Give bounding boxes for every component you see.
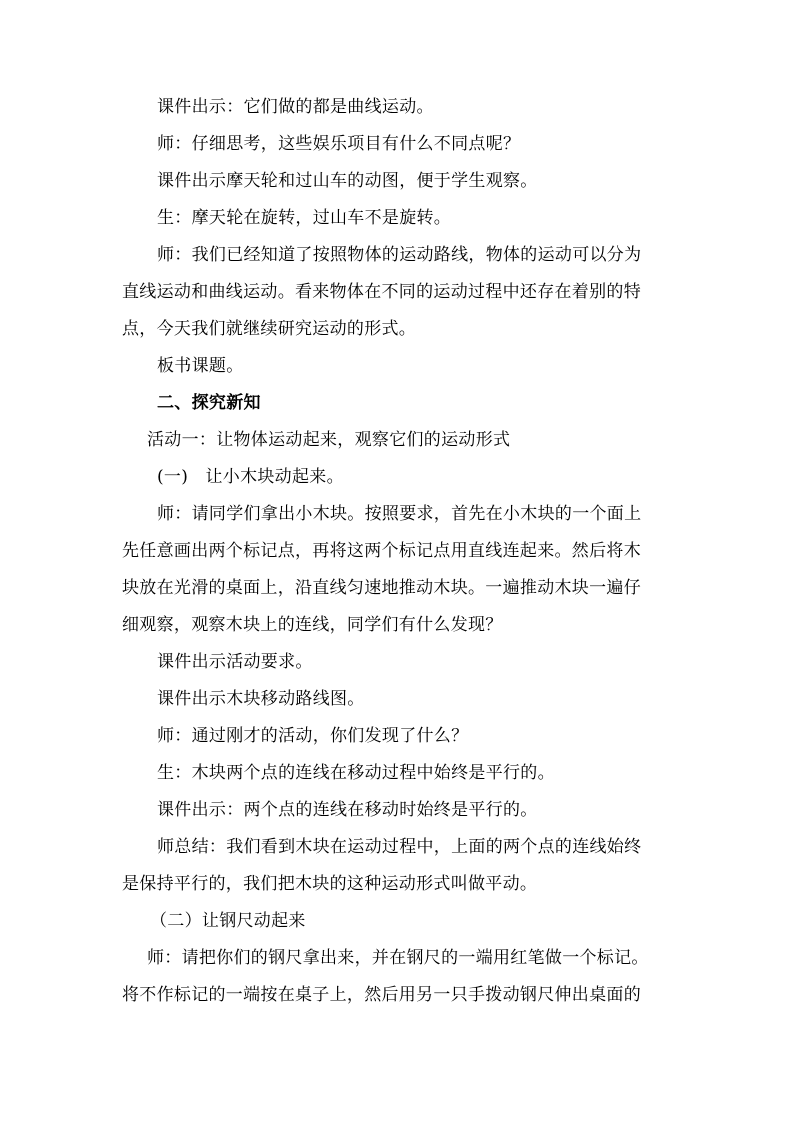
activity-heading: 活动一：让物体运动起来，观察它们的运动形式 (147, 430, 511, 450)
paragraph-line: 将不作标记的一端按在桌子上，然后用另一只手拨动钢尺伸出桌面的 (122, 985, 641, 1005)
paragraph-line: 生：木块两个点的连线在移动过程中始终是平行的。 (157, 763, 555, 783)
paragraph-line: 是保持平行的，我们把木块的这种运动形式叫做平动。 (122, 874, 538, 894)
section-heading: 二、探究新知 (157, 393, 261, 413)
paragraph-line: 板书课题。 (157, 356, 244, 376)
paragraph-line: 点，今天我们就继续研究运动的形式。 (122, 319, 417, 339)
paragraph-line: 师：通过刚才的活动，你们发现了什么？ (157, 726, 469, 746)
paragraph-line: 师：请同学们拿出小木块。按照要求，首先在小木块的一个面上 (157, 504, 642, 524)
paragraph-line: 课件出示木块移动路线图。 (157, 689, 365, 709)
subsection-heading: （二）让钢尺动起来 (150, 911, 306, 931)
paragraph-line: 课件出示活动要求。 (157, 652, 313, 672)
paragraph-line: 课件出示摩天轮和过山车的动图，便于学生观察。 (157, 171, 538, 191)
paragraph-line: 细观察，观察木块上的连线，同学们有什么发现？ (122, 615, 503, 635)
paragraph-line: 直线运动和曲线运动。看来物体在不同的运动过程中还存在着别的特 (122, 282, 641, 302)
paragraph-line: 课件出示：它们做的都是曲线运动。 (157, 97, 434, 117)
paragraph-line: 师总结：我们看到木块在运动过程中，上面的两个点的连线始终 (157, 837, 642, 857)
paragraph-line: 师：仔细思考，这些娱乐项目有什么不同点呢？ (157, 134, 521, 154)
paragraph-line: 生：摩天轮在旋转，过山车不是旋转。 (157, 208, 452, 228)
subsection-heading: (一) 让小木块动起来。 (157, 467, 344, 487)
paragraph-line: 课件出示：两个点的连线在移动时始终是平行的。 (157, 800, 538, 820)
paragraph-line: 先任意画出两个标记点，再将这两个标记点用直线连起来。然后将木 (122, 541, 641, 561)
paragraph-line: 块放在光滑的桌面上，沿直线匀速地推动木块。一遍推动木块一遍仔 (122, 578, 641, 598)
paragraph-line: 师：请把你们的钢尺拿出来，并在钢尺的一端用红笔做一个标记。 (147, 948, 649, 968)
paragraph-line: 师：我们已经知道了按照物体的运动路线，物体的运动可以分为 (157, 245, 642, 265)
